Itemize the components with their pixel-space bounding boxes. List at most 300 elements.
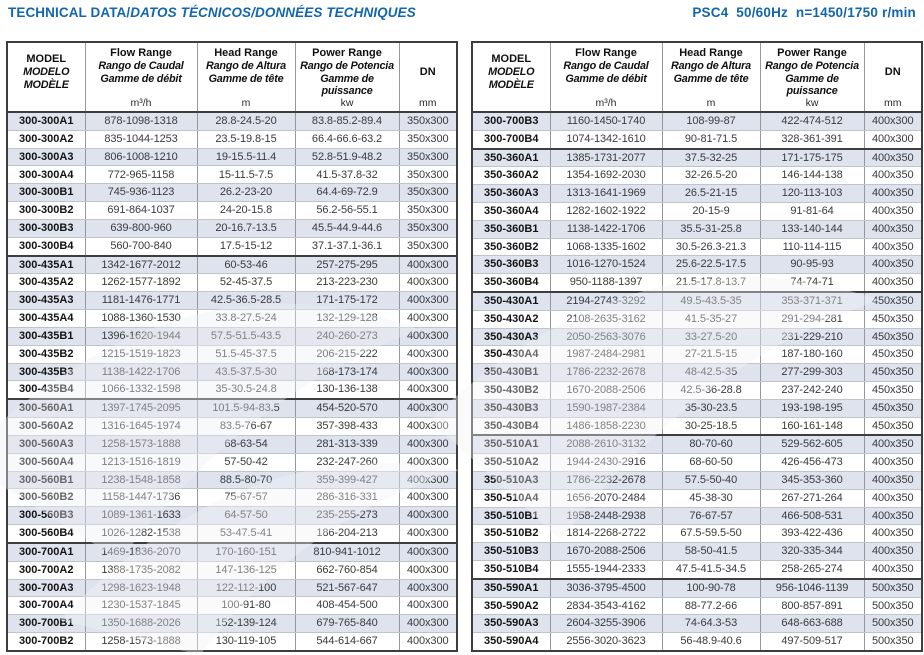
col-header-power bbox=[760, 42, 864, 112]
power-cell: 956-1046-1139 bbox=[760, 579, 864, 597]
flow-cell: 3036-3795-4500 bbox=[550, 579, 662, 597]
power-cell: 186-204-213 bbox=[295, 525, 399, 543]
head-label-en: Head Range bbox=[679, 47, 743, 59]
head-cell: 90-81-71.5 bbox=[662, 130, 760, 148]
power-cell: 359-399-427 bbox=[295, 471, 399, 489]
dn-cell: 400x300 bbox=[399, 418, 457, 436]
table-row bbox=[7, 597, 457, 615]
dn-cell: 350x300 bbox=[399, 130, 457, 148]
flow-cell: 1160-1450-1740 bbox=[550, 112, 662, 130]
table-row bbox=[7, 453, 457, 471]
dn-cell: 400x350 bbox=[864, 489, 922, 507]
table-row bbox=[7, 418, 457, 436]
model-cell: 350-510A1 bbox=[472, 435, 550, 453]
power-cell: 66.4-66.6-63.2 bbox=[295, 130, 399, 148]
head-cell: 19-15.5-11.4 bbox=[197, 148, 295, 166]
table-row bbox=[7, 633, 457, 651]
model-cell: 300-300B2 bbox=[7, 202, 85, 220]
dn-cell: 450x350 bbox=[864, 346, 922, 364]
dn-cell: 400x350 bbox=[864, 435, 922, 453]
model-label-en: MODEL bbox=[491, 53, 532, 65]
model-cell: 300-700A3 bbox=[7, 579, 85, 597]
power-cell: 56.2-56-55.1 bbox=[295, 202, 399, 220]
table-row bbox=[7, 112, 457, 130]
table-row bbox=[7, 525, 457, 543]
table-row bbox=[7, 202, 457, 220]
power-label-es: Rango de Potencia bbox=[300, 60, 394, 72]
flow-cell: 1158-1447-1736 bbox=[85, 489, 197, 507]
power-cell: 291-294-281 bbox=[760, 310, 864, 328]
model-cell: 300-300B1 bbox=[7, 184, 85, 202]
dn-cell: 400x300 bbox=[399, 345, 457, 363]
head-cell: 100-91-80 bbox=[197, 597, 295, 615]
model-cell: 300-560A3 bbox=[7, 435, 85, 453]
dn-cell: 400x300 bbox=[399, 471, 457, 489]
flow-cell: 1350-1688-2026 bbox=[85, 615, 197, 633]
power-cell: 328-361-391 bbox=[760, 130, 864, 148]
dn-cell: 400x300 bbox=[399, 399, 457, 417]
dn-unit: mm bbox=[884, 97, 902, 109]
table-row bbox=[7, 471, 457, 489]
model-cell: 300-435B3 bbox=[7, 363, 85, 381]
flow-label-fr: Gamme de débit bbox=[100, 73, 182, 85]
table-row bbox=[472, 543, 922, 561]
dn-cell: 350x300 bbox=[399, 148, 457, 166]
table-row bbox=[7, 237, 457, 255]
table-row bbox=[472, 381, 922, 399]
head-cell: 57-50-42 bbox=[197, 453, 295, 471]
flow-cell: 1354-1692-2030 bbox=[550, 167, 662, 185]
head-cell: 42.5-36-28.8 bbox=[662, 381, 760, 399]
flow-cell: 1486-1858-2230 bbox=[550, 417, 662, 435]
dn-cell: 400x350 bbox=[864, 220, 922, 238]
model-label-en: MODEL bbox=[26, 53, 67, 65]
table-row bbox=[472, 328, 922, 346]
model-cell: 350-360A4 bbox=[472, 202, 550, 220]
power-cell: 110-114-115 bbox=[760, 238, 864, 256]
power-label-fr: Gamme de puissance bbox=[320, 73, 374, 97]
head-cell: 68-60-50 bbox=[662, 454, 760, 472]
dn-cell: 400x300 bbox=[399, 525, 457, 543]
power-cell: 74-74-71 bbox=[760, 274, 864, 292]
head-cell: 28.8-24.5-20 bbox=[197, 112, 295, 130]
dn-cell: 400x300 bbox=[399, 633, 457, 651]
table-row bbox=[472, 525, 922, 543]
power-cell: 91-81-64 bbox=[760, 202, 864, 220]
dn-cell: 400x350 bbox=[864, 471, 922, 489]
table-row bbox=[7, 561, 457, 579]
model-cell: 300-300B3 bbox=[7, 219, 85, 237]
table-header bbox=[472, 42, 922, 112]
model-cell: 300-700B4 bbox=[472, 130, 550, 148]
dn-cell: 400x350 bbox=[864, 149, 922, 167]
head-cell: 42.5-36.5-28.5 bbox=[197, 292, 295, 310]
flow-cell: 1469-1836-2070 bbox=[85, 543, 197, 561]
model-cell: 350-360A3 bbox=[472, 185, 550, 203]
dn-cell: 400x300 bbox=[399, 435, 457, 453]
model-cell: 350-430B1 bbox=[472, 364, 550, 382]
flow-cell: 1397-1745-2095 bbox=[85, 399, 197, 417]
page-title-italic: DATOS TÉCNICOS/DONNÉES TECHNIQUES bbox=[130, 5, 416, 20]
dn-cell: 400x300 bbox=[864, 130, 922, 148]
flow-cell: 1656-2070-2484 bbox=[550, 489, 662, 507]
head-cell: 51.5-45-37.5 bbox=[197, 345, 295, 363]
model-cell: 300-560B3 bbox=[7, 507, 85, 525]
col-header-flow bbox=[85, 42, 197, 112]
model-cell: 350-510B2 bbox=[472, 525, 550, 543]
flow-unit: m³/h bbox=[595, 97, 617, 109]
flow-cell: 1786-2232-2678 bbox=[550, 364, 662, 382]
model-cell: 350-360B3 bbox=[472, 256, 550, 274]
flow-cell: 1670-2088-2506 bbox=[550, 543, 662, 561]
power-cell: 521-567-647 bbox=[295, 579, 399, 597]
power-cell: 286-316-331 bbox=[295, 489, 399, 507]
col-header-dn bbox=[864, 42, 922, 112]
dn-cell: 400x300 bbox=[399, 274, 457, 292]
head-label-fr: Gamme de tête bbox=[208, 73, 284, 85]
model-cell: 350-510A3 bbox=[472, 471, 550, 489]
model-cell: 300-700A1 bbox=[7, 543, 85, 561]
model-cell: 300-700A4 bbox=[7, 597, 85, 615]
table-row bbox=[7, 543, 457, 561]
power-unit: kw bbox=[805, 97, 819, 109]
power-cell: 41.5-37.8-32 bbox=[295, 166, 399, 184]
head-cell: 33.8-27.5-24 bbox=[197, 310, 295, 328]
model-cell: 300-435B1 bbox=[7, 327, 85, 345]
flow-label-es: Rango de Caudal bbox=[98, 60, 184, 72]
head-unit: m bbox=[706, 97, 716, 109]
col-header-head bbox=[197, 42, 295, 112]
flow-cell: 745-936-1123 bbox=[85, 184, 197, 202]
power-cell: 497-509-517 bbox=[760, 633, 864, 651]
flow-cell: 1258-1573-1888 bbox=[85, 435, 197, 453]
head-cell: 75-67-57 bbox=[197, 489, 295, 507]
head-cell: 76-67-57 bbox=[662, 507, 760, 525]
dn-cell: 400x300 bbox=[399, 363, 457, 381]
model-cell: 300-300B4 bbox=[7, 237, 85, 255]
table-row bbox=[472, 149, 922, 167]
power-cell: 45.5-44.9-44.6 bbox=[295, 219, 399, 237]
flow-cell: 1342-1677-2012 bbox=[85, 256, 197, 274]
head-cell: 152-139-124 bbox=[197, 615, 295, 633]
dn-cell: 400x350 bbox=[864, 560, 922, 578]
table-row bbox=[472, 560, 922, 578]
dn-cell: 400x300 bbox=[399, 543, 457, 561]
dn-cell: 450x350 bbox=[864, 381, 922, 399]
model-cell: 300-560B4 bbox=[7, 525, 85, 543]
flow-cell: 1016-1270-1524 bbox=[550, 256, 662, 274]
head-cell: 57.5-50-40 bbox=[662, 471, 760, 489]
flow-cell: 1814-2268-2722 bbox=[550, 525, 662, 543]
flow-cell: 2194-2743-3292 bbox=[550, 292, 662, 310]
model-cell: 350-510A4 bbox=[472, 489, 550, 507]
power-cell: 393-422-436 bbox=[760, 525, 864, 543]
flow-cell: 1590-1987-2384 bbox=[550, 399, 662, 417]
head-cell: 122-112-100 bbox=[197, 579, 295, 597]
table-row bbox=[7, 615, 457, 633]
model-cell: 300-300A3 bbox=[7, 148, 85, 166]
table-row bbox=[7, 363, 457, 381]
head-cell: 35-30-23.5 bbox=[662, 399, 760, 417]
table-row bbox=[7, 130, 457, 148]
power-cell: 133-140-144 bbox=[760, 220, 864, 238]
model-cell: 300-435A3 bbox=[7, 292, 85, 310]
flow-label-fr: Gamme de débit bbox=[565, 73, 647, 85]
model-cell: 350-430B3 bbox=[472, 399, 550, 417]
col-header-head bbox=[662, 42, 760, 112]
model-label-fr: MODÈLE bbox=[488, 79, 534, 91]
flow-cell: 1396-1620-1944 bbox=[85, 327, 197, 345]
model-cell: 350-430B2 bbox=[472, 381, 550, 399]
table-row bbox=[472, 185, 922, 203]
model-cell: 300-435B4 bbox=[7, 381, 85, 399]
model-cell: 300-700B2 bbox=[7, 633, 85, 651]
model-cell: 350-430A4 bbox=[472, 346, 550, 364]
flow-cell: 2604-3255-3906 bbox=[550, 615, 662, 633]
flow-cell: 1388-1735-2082 bbox=[85, 561, 197, 579]
head-cell: 41.5-35-27 bbox=[662, 310, 760, 328]
page-header bbox=[0, 0, 924, 20]
model-cell: 350-590A4 bbox=[472, 633, 550, 651]
head-cell: 53-47.5-41 bbox=[197, 525, 295, 543]
table-row bbox=[472, 112, 922, 130]
flow-cell: 1230-1537-1845 bbox=[85, 597, 197, 615]
dn-cell: 350x300 bbox=[399, 237, 457, 255]
dn-cell: 400x300 bbox=[399, 615, 457, 633]
table-row bbox=[472, 130, 922, 148]
model-cell: 350-360A2 bbox=[472, 167, 550, 185]
power-cell: 662-760-854 bbox=[295, 561, 399, 579]
table-row bbox=[7, 345, 457, 363]
page-title-main: TECHNICAL DATA/ bbox=[8, 5, 131, 20]
technical-data-tables bbox=[0, 41, 924, 652]
dn-unit: mm bbox=[419, 97, 437, 109]
head-cell: 32-26.5-20 bbox=[662, 167, 760, 185]
table-row bbox=[7, 274, 457, 292]
head-cell: 108-99-87 bbox=[662, 112, 760, 130]
table-row bbox=[472, 454, 922, 472]
power-cell: 277-299-303 bbox=[760, 364, 864, 382]
dn-cell: 350x300 bbox=[399, 184, 457, 202]
flow-label-en: Flow Range bbox=[110, 47, 172, 59]
flow-cell: 1026-1282-1538 bbox=[85, 525, 197, 543]
table-row bbox=[472, 274, 922, 292]
head-label-es: Rango de Altura bbox=[206, 60, 286, 72]
model-unit bbox=[474, 97, 549, 109]
head-cell: 88.5-80-70 bbox=[197, 471, 295, 489]
table-row bbox=[7, 399, 457, 417]
table-row bbox=[472, 597, 922, 615]
table-row bbox=[472, 364, 922, 382]
flow-cell: 2834-3543-4162 bbox=[550, 597, 662, 615]
model-cell: 350-360B2 bbox=[472, 238, 550, 256]
head-cell: 15-11.5-7.5 bbox=[197, 166, 295, 184]
table-row bbox=[472, 399, 922, 417]
flow-cell: 2088-2610-3132 bbox=[550, 435, 662, 453]
flow-cell: 691-864-1037 bbox=[85, 202, 197, 220]
model-label-fr: MODÈLE bbox=[23, 79, 69, 91]
head-unit: m bbox=[241, 97, 251, 109]
flow-cell: 1987-2484-2981 bbox=[550, 346, 662, 364]
power-cell: 235-255-273 bbox=[295, 507, 399, 525]
flow-cell: 806-1008-1210 bbox=[85, 148, 197, 166]
head-cell: 27-21.5-15 bbox=[662, 346, 760, 364]
power-cell: 187-180-160 bbox=[760, 346, 864, 364]
table-row bbox=[472, 615, 922, 633]
power-cell: 90-95-93 bbox=[760, 256, 864, 274]
power-cell: 213-223-230 bbox=[295, 274, 399, 292]
power-cell: 257-275-295 bbox=[295, 256, 399, 274]
head-cell: 56-48.9-40.6 bbox=[662, 633, 760, 651]
model-cell: 300-700B3 bbox=[472, 112, 550, 130]
table-row bbox=[7, 489, 457, 507]
col-header-model bbox=[472, 42, 550, 112]
col-header-flow bbox=[550, 42, 662, 112]
dn-cell: 450x350 bbox=[864, 310, 922, 328]
power-cell: 237-242-240 bbox=[760, 381, 864, 399]
head-cell: 24-20-15.8 bbox=[197, 202, 295, 220]
power-label-en: Power Range bbox=[777, 47, 847, 59]
table-body-right bbox=[472, 112, 922, 651]
head-cell: 80-70-60 bbox=[662, 435, 760, 453]
head-cell: 26.2-23-20 bbox=[197, 184, 295, 202]
dn-cell: 350x300 bbox=[399, 112, 457, 130]
head-label-en: Head Range bbox=[214, 47, 278, 59]
dn-cell: 400x300 bbox=[399, 381, 457, 399]
flow-cell: 1089-1361-1633 bbox=[85, 507, 197, 525]
table-row bbox=[472, 238, 922, 256]
power-cell: 422-474-512 bbox=[760, 112, 864, 130]
head-cell: 37.5-32-25 bbox=[662, 149, 760, 167]
technical-data-table-right bbox=[471, 41, 923, 652]
head-cell: 60-53-46 bbox=[197, 256, 295, 274]
model-cell: 350-590A2 bbox=[472, 597, 550, 615]
flow-cell: 639-800-960 bbox=[85, 219, 197, 237]
model-cell: 300-700A2 bbox=[7, 561, 85, 579]
dn-cell: 400x300 bbox=[399, 327, 457, 345]
table-body-left bbox=[7, 112, 457, 651]
flow-cell: 835-1044-1253 bbox=[85, 130, 197, 148]
power-cell: 171-175-175 bbox=[760, 149, 864, 167]
head-cell: 57.5-51.5-43.5 bbox=[197, 327, 295, 345]
head-cell: 26.5-21-15 bbox=[662, 185, 760, 203]
head-cell: 74-64.3-53 bbox=[662, 615, 760, 633]
table-row bbox=[472, 310, 922, 328]
head-cell: 20-16.7-13.5 bbox=[197, 219, 295, 237]
model-cell: 350-510B3 bbox=[472, 543, 550, 561]
table-row bbox=[7, 256, 457, 274]
head-cell: 25.6-22.5-17.5 bbox=[662, 256, 760, 274]
power-unit: kw bbox=[340, 97, 354, 109]
flow-cell: 1555-1944-2333 bbox=[550, 560, 662, 578]
head-label-fr: Gamme de tête bbox=[673, 73, 749, 85]
dn-cell: 400x350 bbox=[864, 256, 922, 274]
power-label-es: Rango de Potencia bbox=[765, 60, 859, 72]
dn-cell: 400x350 bbox=[864, 238, 922, 256]
power-label-fr: Gamme de puissance bbox=[785, 73, 839, 97]
dn-cell: 500x350 bbox=[864, 579, 922, 597]
flow-cell: 1215-1519-1823 bbox=[85, 345, 197, 363]
table-row bbox=[7, 219, 457, 237]
model-label-es: MODELO bbox=[488, 66, 535, 78]
table-row bbox=[472, 167, 922, 185]
head-cell: 100-90-78 bbox=[662, 579, 760, 597]
flow-label-es: Rango de Caudal bbox=[563, 60, 649, 72]
power-cell: 800-857-891 bbox=[760, 597, 864, 615]
flow-cell: 2108-2635-3162 bbox=[550, 310, 662, 328]
head-cell: 68-63-54 bbox=[197, 435, 295, 453]
model-cell: 350-430B4 bbox=[472, 417, 550, 435]
dn-cell: 400x350 bbox=[864, 185, 922, 203]
model-cell: 300-435A1 bbox=[7, 256, 85, 274]
table-row bbox=[472, 256, 922, 274]
flow-cell: 1138-1422-1706 bbox=[85, 363, 197, 381]
flow-cell: 1262-1577-1892 bbox=[85, 274, 197, 292]
head-cell: 30-25-18.5 bbox=[662, 417, 760, 435]
head-cell: 49.5-43.5-35 bbox=[662, 292, 760, 310]
power-cell: 232-247-260 bbox=[295, 453, 399, 471]
dn-cell: 400x300 bbox=[399, 489, 457, 507]
table-row bbox=[472, 633, 922, 651]
head-cell: 45-38-30 bbox=[662, 489, 760, 507]
power-cell: 345-353-360 bbox=[760, 471, 864, 489]
series-speed-label: PSC4 50/60Hz n=1450/1750 r/min bbox=[692, 5, 916, 20]
head-cell: 35-30.5-24.8 bbox=[197, 381, 295, 399]
head-cell: 147-136-125 bbox=[197, 561, 295, 579]
power-cell: 357-398-433 bbox=[295, 418, 399, 436]
head-cell: 21.5-17.8-13.7 bbox=[662, 274, 760, 292]
dn-cell: 450x350 bbox=[864, 292, 922, 310]
power-cell: 171-175-172 bbox=[295, 292, 399, 310]
table-row bbox=[472, 435, 922, 453]
head-cell: 52-45-37.5 bbox=[197, 274, 295, 292]
model-cell: 350-430A1 bbox=[472, 292, 550, 310]
flow-cell: 950-1188-1397 bbox=[550, 274, 662, 292]
power-cell: 160-161-148 bbox=[760, 417, 864, 435]
model-cell: 300-435A4 bbox=[7, 310, 85, 328]
dn-cell: 350x300 bbox=[399, 219, 457, 237]
dn-cell: 400x300 bbox=[399, 310, 457, 328]
power-cell: 64.4-69-72.9 bbox=[295, 184, 399, 202]
head-label-es: Rango de Altura bbox=[671, 60, 751, 72]
model-cell: 350-590A3 bbox=[472, 615, 550, 633]
flow-cell: 772-965-1158 bbox=[85, 166, 197, 184]
power-cell: 240-260-273 bbox=[295, 327, 399, 345]
flow-cell: 1066-1332-1598 bbox=[85, 381, 197, 399]
model-cell: 300-560B1 bbox=[7, 471, 85, 489]
model-cell: 350-360B1 bbox=[472, 220, 550, 238]
flow-cell: 1298-1623-1948 bbox=[85, 579, 197, 597]
table-row bbox=[472, 507, 922, 525]
power-cell: 529-562-605 bbox=[760, 435, 864, 453]
table-row bbox=[472, 579, 922, 597]
model-cell: 350-430A2 bbox=[472, 310, 550, 328]
model-cell: 300-560A4 bbox=[7, 453, 85, 471]
flow-cell: 1944-2430-2916 bbox=[550, 454, 662, 472]
dn-cell: 450x350 bbox=[864, 417, 922, 435]
table-row bbox=[7, 435, 457, 453]
head-cell: 23.5-19.8-15 bbox=[197, 130, 295, 148]
flow-cell: 878-1098-1318 bbox=[85, 112, 197, 130]
power-cell: 426-456-473 bbox=[760, 454, 864, 472]
power-cell: 810-941-1012 bbox=[295, 543, 399, 561]
power-cell: 544-614-667 bbox=[295, 633, 399, 651]
technical-data-table-left bbox=[6, 41, 458, 652]
power-cell: 146-144-138 bbox=[760, 167, 864, 185]
head-cell: 170-160-151 bbox=[197, 543, 295, 561]
power-cell: 648-663-688 bbox=[760, 615, 864, 633]
flow-cell: 1213-1516-1819 bbox=[85, 453, 197, 471]
